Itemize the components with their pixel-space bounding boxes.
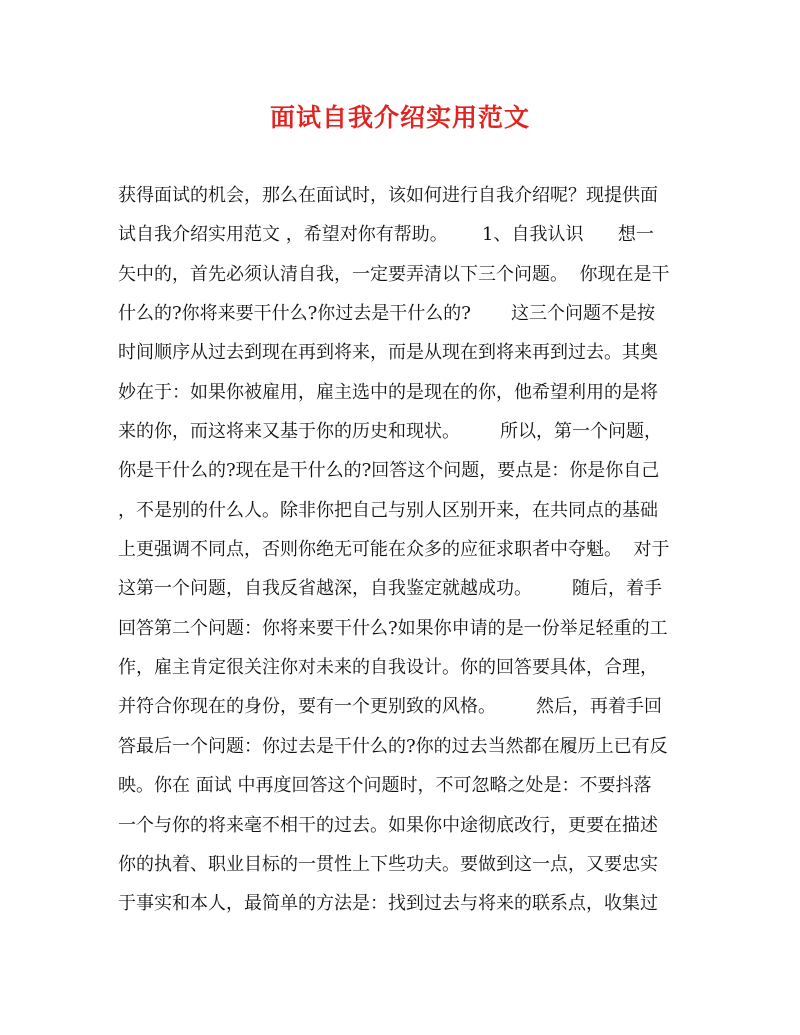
text-line: 你的执着、职业目标的一贯性上下些功夫。要做到这一点，又要忠实 <box>118 853 658 875</box>
text-line: 获得面试的机会，那么在面试时，该如何进行自我介绍呢？现提供面 <box>118 185 658 206</box>
text-line: 什么的?你将来要干什么?你过去是干什么的? 这三个问题不是按 <box>118 303 656 325</box>
document-body <box>118 176 682 924</box>
text-line: 试自我介绍实用范文 ，希望对你有帮助。 1、自我认识 想一 <box>118 224 654 246</box>
text-line: 于事实和本人，最简单的方法是：找到过去与将来的联系点，收集过 <box>118 893 658 915</box>
text-line: 时间顺序从过去到现在再到将来，而是从现在到将来再到过去。其奥 <box>118 342 658 364</box>
text-line: 矢中的，首先必须认清自我，一定要弄清以下三个问题。 你现在是干 <box>118 263 670 285</box>
text-line: ，不是别的什么人。除非你把自己与别人区别开来，在共同点的基础 <box>118 499 658 521</box>
text-line: 映。你在 面试 中再度回答这个问题时，不可忽略之处是：不要抖落 <box>118 775 652 797</box>
text-line: 答最后一个问题：你过去是干什么的?你的过去当然都在履历上已有反 <box>118 735 668 757</box>
text-line: 上更强调不同点，否则你绝无可能在众多的应征求职者中夺魁。 对于 <box>118 539 670 561</box>
text-line: 一个与你的将来毫不相干的过去。如果你中途彻底改行，更要在描述 <box>118 814 658 836</box>
text-line: 来的你，而这将来又基于你的历史和现状。 所以，第一个问题， <box>118 421 663 443</box>
document-title: 面试自我介绍实用范文 <box>269 103 530 132</box>
text-line: 作，雇主肯定很关注你对未来的自我设计。你的回答要具体，合理， <box>118 657 658 679</box>
text-line: 妙在于：如果你被雇用，雇主选中的是现在的你，他希望利用的是将 <box>118 381 658 403</box>
text-line: 并符合你现在的身份，要有一个更别致的风格。 然后，再着手回 <box>118 696 663 718</box>
text-line: 这第一个问题，自我反省越深，自我鉴定就越成功。 随后，着手 <box>118 578 663 600</box>
text-line: 回答第二个问题：你将来要干什么?如果你申请的是一份举足轻重的工 <box>118 617 668 639</box>
text-line: 你是干什么的?现在是干什么的?回答这个问题，要点是：你是你自己 <box>118 460 660 482</box>
